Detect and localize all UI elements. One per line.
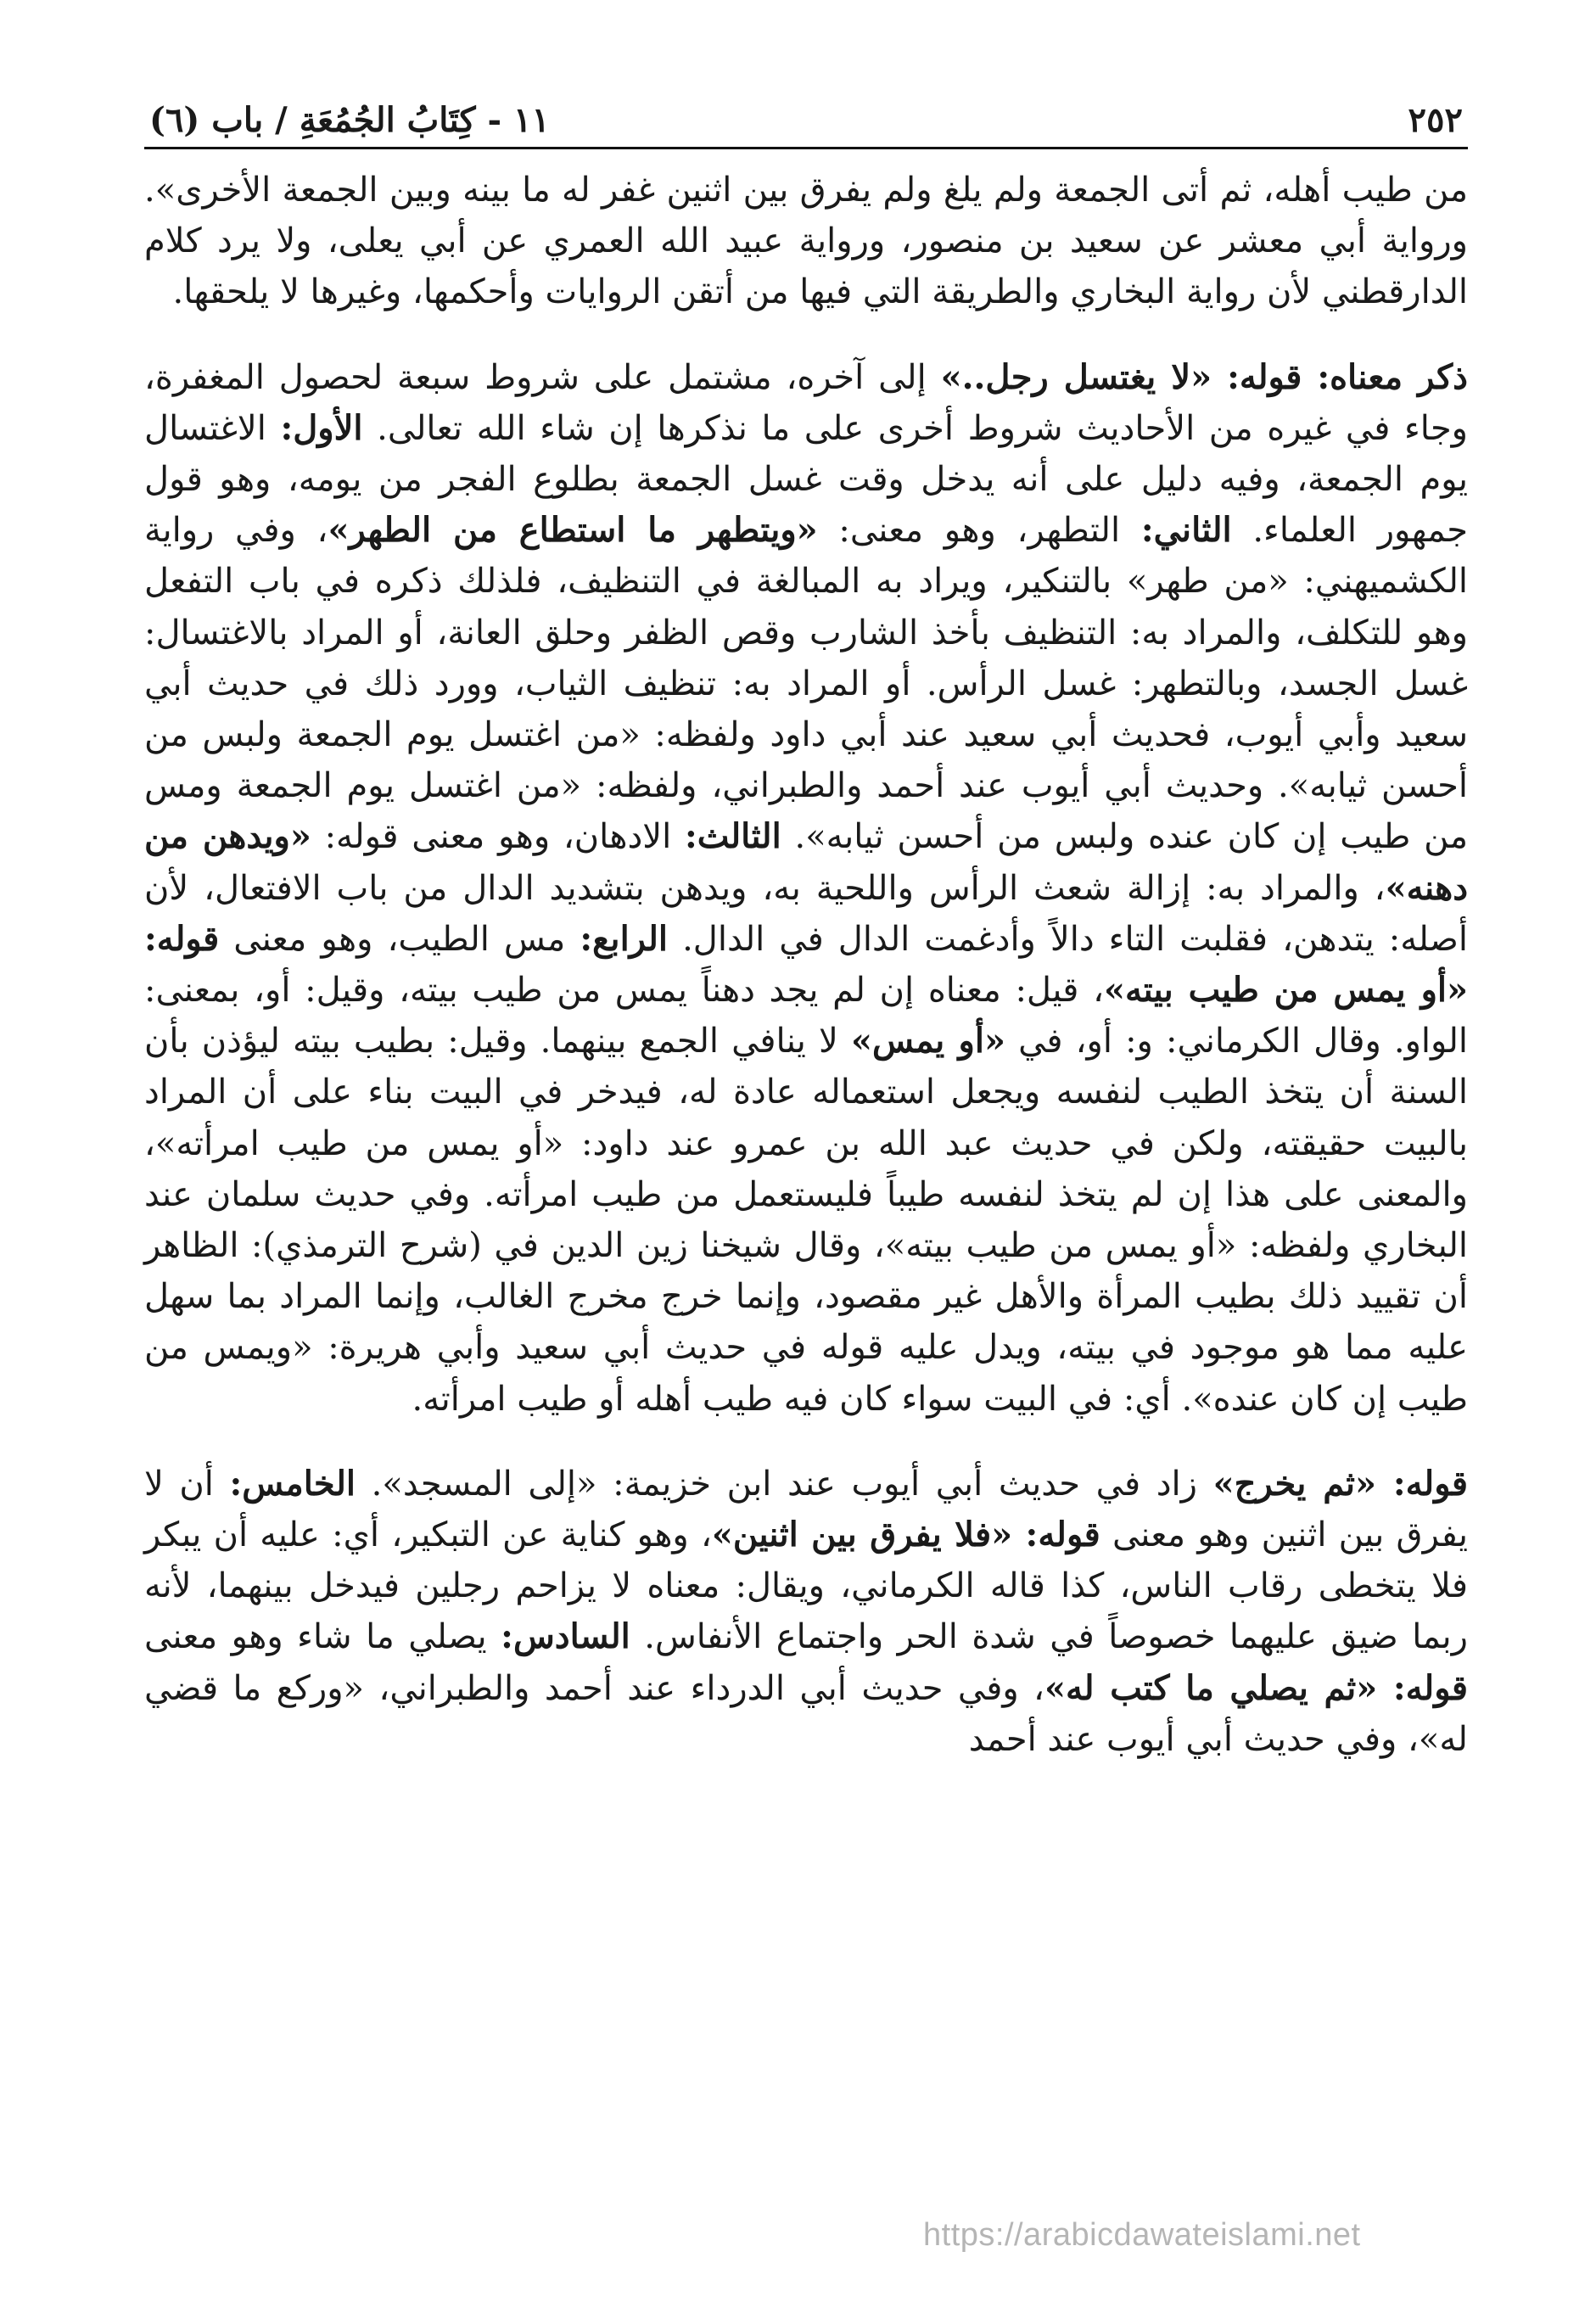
- paragraph-text: لا ينافي الجمع بينهما. وقيل: بطيب بيته ليؤذن بأن السنة أن يتخذ الطيب لنفسه ويجعل استعماله عادة له، فيدخر في البيت بناء على أن المراد بالبيت حقيقته، ولكن في حديث عبد الله بن عمرو عند داود: «أو يمس من طيب امرأته»، والمعنى على هذا إن لم يتخذ لنفسه طيباً فليستعمل من طيب امرأته. وفي حديث سلمان عند البخاري ولفظه: «أو يمس من طيب بيته»، وقال شيخنا زين الدين في (شرح الترمذي): الظاهر أن تقييد ذلك بطيب المرأة والأهل غير مقصود، وإنما خرج مخرج الغالب، وإنما المراد بما سهل عليه مما هو موجود في بيته، ويدل عليه قوله في حديث أبي سعيد وأبي هريرة: «ويمس من طيب إن كان عنده». أي: في البيت سواء كان فيه طيب أهله أو طيب امرأته.: [144, 1022, 1469, 1419]
- paragraph-text: ، وفي حديث أبي الدرداء عند أحمد والطبراني، «وركع ما قضي له»، وفي حديث أبي أيوب عند أحمد: [144, 1668, 1468, 1759]
- paragraph-text: الاغتسال يوم الجمعة، وفيه دليل على أنه يدخل وقت غسل الجمعة بطلوع الفجر من يومه، وهو قول جمهور العلماء.: [144, 408, 1469, 551]
- book-page: [144, 81, 1468, 2253]
- paragraph-text: الادهان، وهو معنى قوله:: [311, 817, 685, 857]
- paragraph-2: [144, 352, 1468, 1425]
- bold-phrase: «أو يمس»: [850, 1021, 1005, 1061]
- paragraph-text: يصلي ما شاء وهو معنى: [144, 1617, 501, 1657]
- bold-phrase: الرابع:: [580, 918, 669, 959]
- bold-phrase: قوله: «فلا يفرق بين اثنين»: [711, 1515, 1100, 1555]
- bold-phrase: الثاني:: [1140, 510, 1232, 551]
- bold-phrase: قوله: «ثم يخرج»: [1212, 1463, 1469, 1504]
- paragraph-text: زاد في حديث أبي أيوب عند ابن خزيمة: «إلى المسجد».: [356, 1464, 1213, 1504]
- paragraph-text: ، قيل: معناه إن لم يجد دهناً يمس من طيب بيته، وقيل: أو، بمعنى: الواو. وقال الكرماني: و: أو، في: [144, 971, 1469, 1061]
- page-number: ٢٥٢: [1408, 100, 1463, 140]
- paragraph-text: أن لا يفرق بين اثنين وهو معنى: [144, 1464, 1469, 1555]
- bold-phrase: الأول:: [280, 407, 363, 448]
- bold-phrase: ذكر معناه: قوله: «لا يغتسل رجل..»: [940, 356, 1468, 397]
- paragraph-text: ، وفي رواية الكشميهني: «من طهر» بالتنكير، ويراد به المبالغة في التنظيف، فلذلك ذكره في باب التفعل وهو للتكلف، والمراد به: التنظيف بأخذ الشارب وقص الظفر وحلق العانة، أو المراد بالاغتسال: غسل الجسد، وبالتطهر: غسل الرأس. أو المراد به: تنظيف الثياب، وورد ذلك في حديث أبي سعيد وأبي أيوب، فحديث أبي سعيد عند أبي داود ولفظه: «من اغتسل يوم الجمعة ولبس من أحسن ثيابه». وحديث أبي أيوب عند أحمد والطبراني، ولفظه: «من اغتسل يوم الجمعة ومس من طيب إن كان عنده ولبس من أحسن ثيابه».: [144, 511, 1469, 857]
- bold-phrase: قوله: «أو يمس من طيب بيته»: [144, 918, 1469, 1011]
- paragraph-text: من طيب أهله، ثم أتى الجمعة ولم يلغ ولم يفرق بين اثنين غفر له ما بينه وبين الجمعة الأخرى». ورواية أبي معشر عن سعيد بن منصور، ورواية عبيد الله العمري عن أبي يعلى، ولا يرد كلام الدارقطني لأن رواية البخاري والطريقة التي فيها من أتقن الروايات وأحكمها، وغيرها لا يلحقها.: [144, 171, 1468, 312]
- section-title: ١١ - كِتَابُ الجُمُعَةِ / باب (٦): [149, 100, 551, 140]
- bold-phrase: السادس:: [501, 1616, 630, 1657]
- paragraph-text: ، والمراد به: إزالة شعث الرأس واللحية به، ويدهن بتشديد الدال من باب الافتعال، لأن أصله: يتدهن، فقلبت التاء دالاً وأدغمت الدال في الدال.: [144, 868, 1469, 959]
- watermark: https://arabicdawateislami.net: [923, 2217, 1361, 2253]
- bold-phrase: قوله: «ثم يصلي ما كتب له»: [1044, 1667, 1469, 1708]
- bold-phrase: الخامس:: [229, 1463, 356, 1504]
- running-header: [144, 81, 1468, 140]
- paragraph-1: [144, 165, 1468, 318]
- paragraph-3: [144, 1459, 1468, 1765]
- bold-phrase: «ويتطهر ما استطاع من الطهر»: [328, 510, 818, 551]
- bold-phrase: الثالث:: [684, 816, 781, 857]
- paragraph-text: ، وهو كناية عن التبكير، أي: عليه أن يبكر فلا يتخطى رقاب الناس، كذا قاله الكرماني، ويقال: معناه لا يزاحم رجلين فيدخل بينهما، لأنه ربما ضيق عليهما خصوصاً في شدة الحر واجتماع الأنفاس.: [144, 1515, 1468, 1657]
- body-text: [144, 165, 1468, 1765]
- paragraph-text: إلى آخره، مشتمل على شروط سبعة لحصول المغفرة، وجاء في غيره من الأحاديث شروط أخرى على ما نذكرها إن شاء الله تعالى.: [144, 357, 1468, 448]
- header-divider: [144, 147, 1468, 149]
- bold-phrase: «ويدهن من دهنه»: [144, 816, 1468, 908]
- paragraph-text: مس الطيب، وهو معنى: [219, 919, 580, 959]
- paragraph-text: التطهر، وهو معنى:: [817, 511, 1141, 551]
